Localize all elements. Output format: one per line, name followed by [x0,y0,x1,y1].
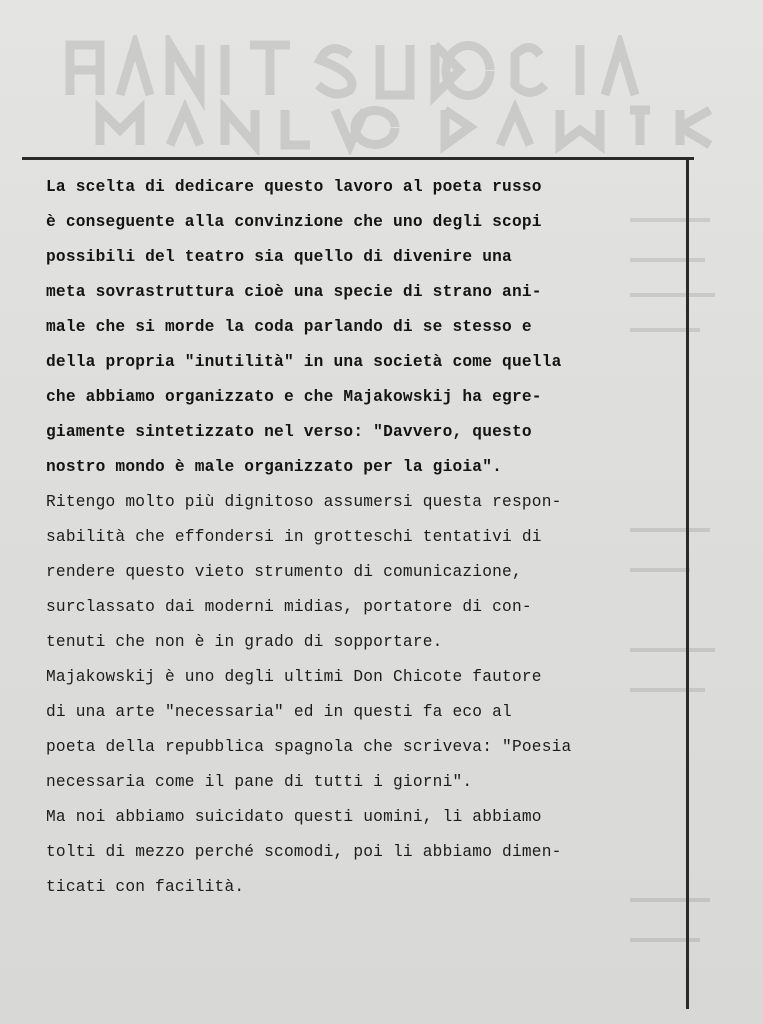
text-line: giamente sintetizzato nel verso: "Davvero, questo [46,423,532,441]
text-line: della propria "inutilità" in una società come quella [46,353,562,371]
bleed-through-heading [60,35,740,155]
text-line: La scelta di dedicare questo lavoro al poeta russo [46,178,542,196]
text-line: è conseguente alla convinzione che uno degli scopi [46,213,542,231]
text-line: Ma noi abbiamo suicidato questi uomini, li abbiamo [46,808,542,826]
text-line: Ritengo molto più dignitoso assumersi questa respon- [46,493,562,511]
text-line: poeta della repubblica spagnola che scriveva: "Poesia [46,738,572,756]
text-line: necessaria come il pane di tutti i giorni". [46,773,473,791]
text-line: di una arte "necessaria" ed in questi fa eco al [46,703,512,721]
text-line: che abbiamo organizzato e che Majakowskij ha egre- [46,388,542,406]
text-line: Majakowskij è uno degli ultimi Don Chicote fautore [46,668,542,686]
typed-text-body [46,170,676,905]
frame-right-rule [686,157,689,1009]
frame-top-rule [22,157,694,160]
text-line: rendere questo vieto strumento di comunicazione, [46,563,522,581]
text-line: ticati con facilità. [46,878,245,896]
text-line: tolti di mezzo perché scomodi, poi li abbiamo dimen- [46,843,562,861]
text-line: possibili del teatro sia quello di divenire una [46,248,512,266]
text-line: tenuti che non è in grado di sopportare. [46,633,443,651]
text-line: sabilità che effondersi in grotteschi tentativi di [46,528,542,546]
text-line: nostro mondo è male organizzato per la gioia". [46,458,503,476]
text-line: meta sovrastruttura cioè una specie di strano ani- [46,283,542,301]
text-line: male che si morde la coda parlando di se stesso e [46,318,532,336]
text-line: surclassato dai moderni midias, portatore di con- [46,598,532,616]
